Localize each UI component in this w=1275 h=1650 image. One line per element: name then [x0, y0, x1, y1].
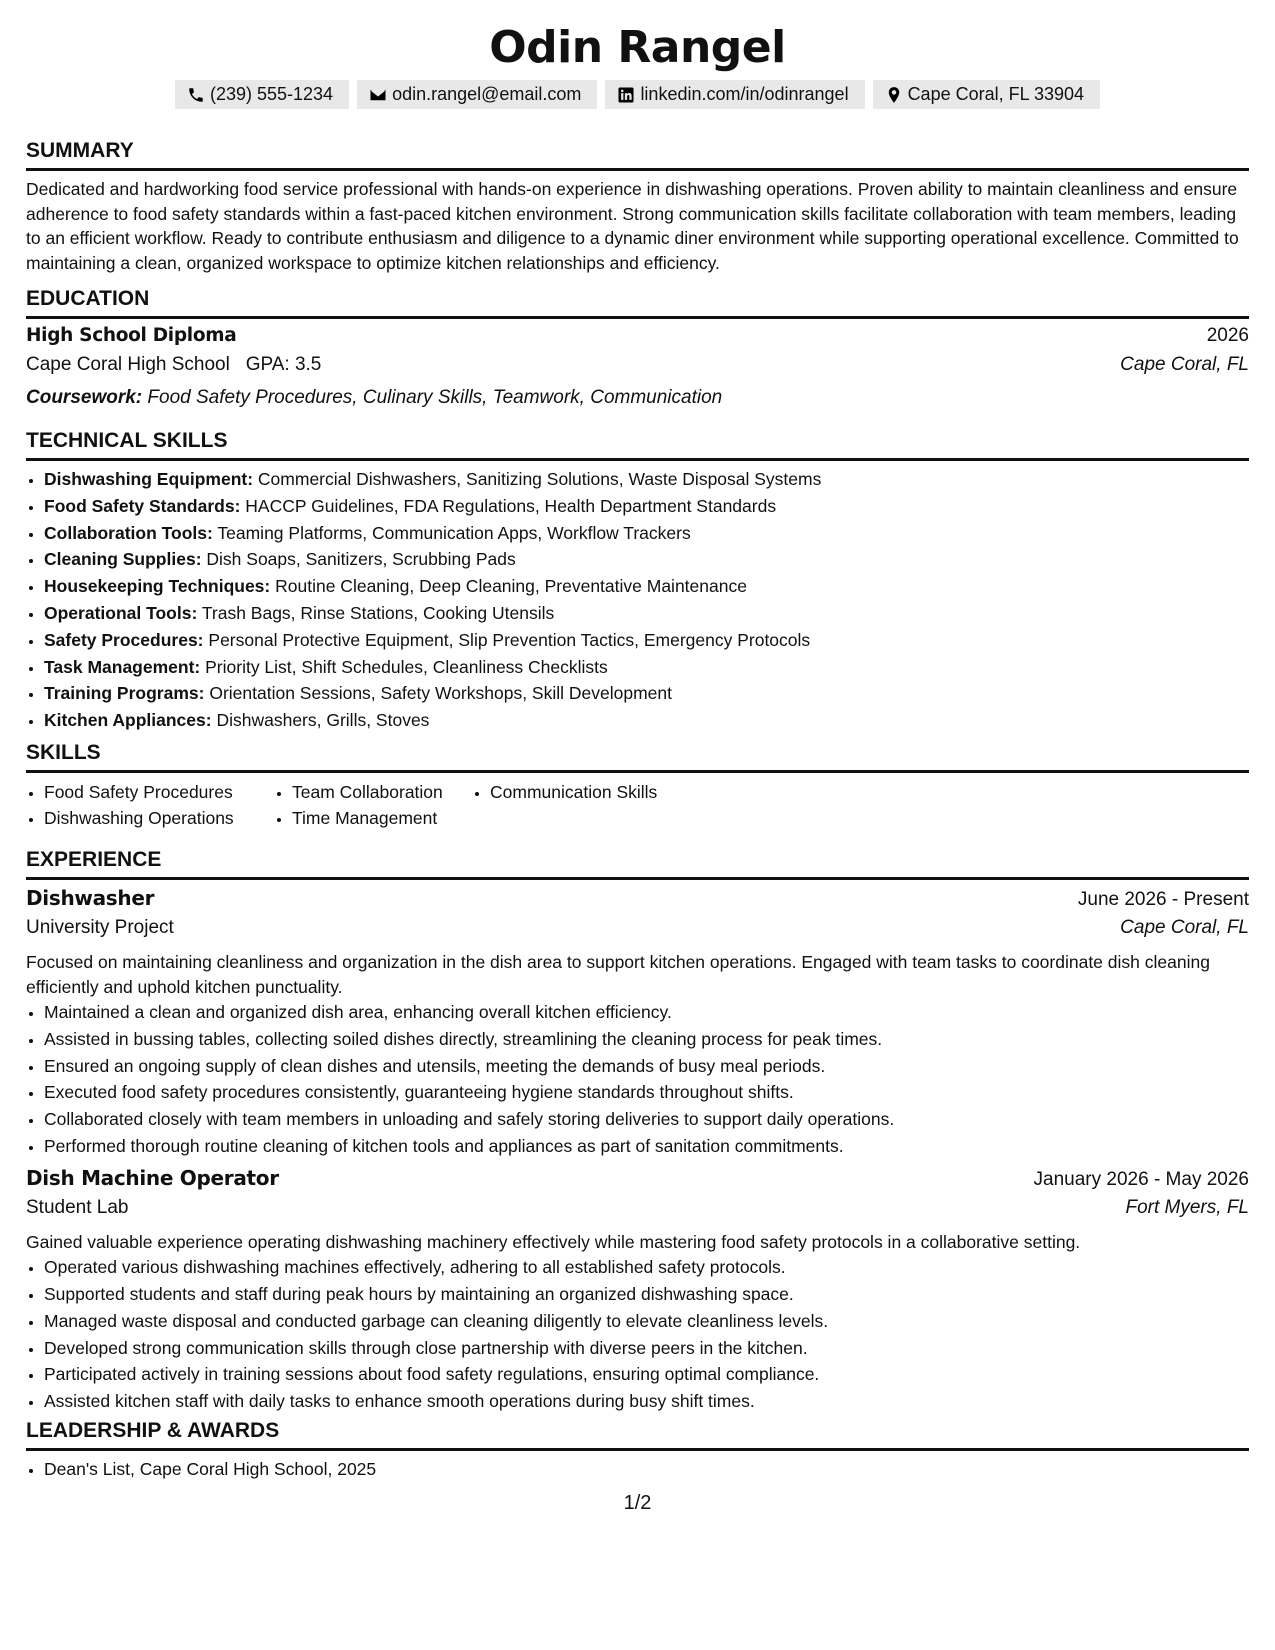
phone-icon — [187, 86, 205, 104]
skill-value: Priority List, Shift Schedules, Cleanliness Checklists — [205, 656, 608, 677]
summary-text: Dedicated and hardworking food service professional with hands-on experience in dishwashing operations. Proven ability to maintain cleanliness and ensure adherence to food safety standards within a fast-paced kitchen environment. Strong communication skills facilitate collaboration with team members, leading to an efficient workflow. Ready to contribute enthusiasm and diligence to a dynamic diner environment while supporting operational excellence. Committed to maintaining a clean, organized workspace to optimize kitchen relationships and efficiency. — [26, 179, 1239, 273]
job-org-row — [26, 917, 1249, 948]
job-summary: Focused on maintaining cleanliness and organization in the dish area to support kitchen operations. Engaged with team tasks to coordinate dish cleaning efficiently and uphold kitchen punctuality. — [26, 952, 1210, 997]
technical-skills-section — [26, 428, 1249, 734]
job-title: Dishwasher — [26, 886, 155, 910]
list-item — [44, 520, 1249, 547]
skill-value: Orientation Sessions, Safety Workshops, Skill Development — [209, 683, 672, 704]
technical-skills-list — [26, 466, 1249, 734]
list-item — [44, 573, 1249, 600]
job-header — [26, 1166, 1249, 1197]
gpa: GPA: 3.5 — [245, 354, 322, 375]
email-text: odin.rangel@email.com — [392, 84, 582, 104]
job-title: Dish Machine Operator — [26, 1165, 279, 1190]
skill-label: Operational Tools: — [44, 602, 198, 623]
list-item: • Food Safety Procedures — [44, 779, 274, 805]
skill-value: Commercial Dishwashers, Sanitizing Solutions, Waste Disposal Systems — [257, 469, 822, 489]
skill-label: Kitchen Appliances: — [44, 710, 212, 731]
skill-value: Routine Cleaning, Deep Cleaning, Preventative Maintenance — [275, 576, 747, 597]
list-item: • Maintained a clean and organized dish area, enhancing overall kitchen efficiency. — [44, 999, 1249, 1026]
contact-bar — [26, 80, 1249, 109]
school-name: Cape Coral High School — [26, 354, 230, 375]
experience-section — [26, 847, 1249, 1415]
skill-value: Trash Bags, Rinse Stations, Cooking Utensils — [201, 602, 555, 623]
job-location: Fort Myers, FL — [1125, 1196, 1249, 1218]
list-item: • Communication Skills — [490, 779, 750, 805]
awards-heading: LEADERSHIP & AWARDS — [26, 1419, 280, 1442]
degree-title: High School Diploma — [26, 325, 237, 346]
coursework-line — [26, 383, 1249, 412]
map-pin-icon — [885, 86, 903, 104]
job-summary: Gained valuable experience operating dishwashing machinery effectively while mastering food safety protocols in a collaborative setting. — [26, 1231, 1081, 1252]
skills-grid — [26, 779, 1249, 831]
list-item — [44, 466, 1249, 493]
job-entry — [26, 1166, 1249, 1415]
list-item: • Team Collaboration — [292, 779, 472, 805]
skill-label: Food Safety Standards: — [44, 495, 241, 516]
job-header — [26, 886, 1249, 917]
summary-section — [26, 138, 1249, 275]
job-dates: January 2026 - May 2026 — [1033, 1168, 1249, 1190]
list-item — [44, 493, 1249, 520]
awards-section — [26, 1418, 1249, 1483]
skill-label: Training Programs: — [44, 683, 205, 704]
education-heading: EDUCATION — [26, 287, 150, 310]
contact-location — [873, 80, 1100, 109]
school-row — [26, 354, 1249, 383]
list-item: • Operated various dishwashing machines effectively, adhering to all established safety protocols. — [44, 1254, 1249, 1281]
job-location: Cape Coral, FL — [1120, 917, 1249, 938]
skill-value: HACCP Guidelines, FDA Regulations, Health Department Standards — [245, 495, 777, 516]
skill-value: Personal Protective Equipment, Slip Prevention Tactics, Emergency Protocols — [208, 629, 811, 650]
contact-email[interactable] — [357, 80, 597, 109]
linkedin-text: linkedin.com/in/odinrangel — [640, 84, 849, 104]
graduation-year: 2026 — [1206, 325, 1249, 346]
list-item — [44, 600, 1249, 627]
section-divider — [26, 770, 1249, 773]
section-divider — [26, 316, 1249, 319]
skill-value: Dishwashers, Grills, Stoves — [216, 710, 430, 731]
list-item: • Dishwashing Operations — [44, 805, 274, 831]
school-info — [26, 354, 321, 376]
section-divider — [26, 1448, 1249, 1451]
section-divider — [26, 458, 1249, 461]
list-item: • Performed thorough routine cleaning of kitchen tools and appliances as part of sanitation commitments. — [44, 1133, 1249, 1160]
phone-text: (239) 555-1234 — [209, 84, 334, 104]
awards-list — [26, 1456, 1249, 1483]
summary-heading: SUMMARY — [26, 139, 134, 162]
list-item: • Assisted in bussing tables, collecting soiled dishes directly, streamlining the cleaning process for peak times. — [44, 1026, 1249, 1053]
section-divider — [26, 168, 1249, 171]
list-item: • Collaborated closely with team members in unloading and safely storing deliveries to support daily operations. — [44, 1106, 1249, 1133]
list-item: • Managed waste disposal and conducted garbage can cleaning diligently to elevate cleanliness levels. — [44, 1308, 1249, 1335]
skill-label: Dishwashing Equipment: — [44, 469, 254, 489]
list-item: • Supported students and staff during peak hours by maintaining an organized dishwashing space. — [44, 1281, 1249, 1308]
page-number: 1/2 — [623, 1492, 652, 1514]
coursework-text: Food Safety Procedures, Culinary Skills, Teamwork, Communication — [147, 387, 723, 408]
education-section — [26, 286, 1249, 412]
list-item: • Dean's List, Cape Coral High School, 2025 — [44, 1456, 1249, 1483]
list-item: • Ensured an ongoing supply of clean dishes and utensils, meeting the demands of busy meal periods. — [44, 1053, 1249, 1080]
envelope-icon — [369, 86, 387, 104]
experience-heading: EXPERIENCE — [26, 848, 162, 871]
list-item — [44, 654, 1249, 681]
job-bullets — [26, 1254, 1249, 1415]
contact-linkedin[interactable] — [605, 80, 864, 109]
list-item: • Assisted kitchen staff with daily tasks to enhance smooth operations during busy shift times. — [44, 1388, 1249, 1415]
skill-value: Dish Soaps, Sanitizers, Scrubbing Pads — [206, 549, 516, 570]
job-org: Student Lab — [26, 1196, 129, 1218]
job-org: University Project — [26, 917, 174, 938]
skill-label: Collaboration Tools: — [44, 522, 213, 543]
skill-label: Safety Procedures: — [44, 629, 204, 650]
section-divider — [26, 877, 1249, 880]
coursework-label: Coursework: — [26, 387, 143, 408]
resume-page — [26, 0, 1249, 1479]
skill-label: Housekeeping Techniques: — [44, 576, 271, 597]
list-item: • Time Management — [292, 805, 472, 831]
candidate-name: Odin Rangel — [489, 22, 786, 73]
job-bullets — [26, 999, 1249, 1160]
skills-section — [26, 740, 1249, 831]
skills-heading: SKILLS — [26, 741, 101, 764]
linkedin-icon — [617, 86, 635, 104]
list-item: • Developed strong communication skills through close partnership with diverse peers in the kitchen. — [44, 1335, 1249, 1362]
location-text: Cape Coral, FL 33904 — [907, 84, 1085, 104]
list-item — [44, 680, 1249, 707]
list-item — [44, 707, 1249, 734]
skill-value: Teaming Platforms, Communication Apps, Workflow Trackers — [217, 522, 691, 543]
contact-phone — [175, 80, 349, 109]
list-item — [44, 627, 1249, 654]
school-location: Cape Coral, FL — [1120, 354, 1249, 375]
skill-label: Cleaning Supplies: — [44, 549, 202, 570]
job-org-row — [26, 1197, 1249, 1228]
skill-label: Task Management: — [44, 656, 201, 677]
skills-column — [274, 779, 472, 831]
job-entry — [26, 886, 1249, 1160]
technical-skills-heading: TECHNICAL SKILLS — [26, 429, 228, 452]
list-item — [44, 546, 1249, 573]
job-dates: June 2026 - Present — [1077, 889, 1249, 910]
list-item: • Executed food safety procedures consistently, guaranteeing hygiene standards throughout shifts. — [44, 1079, 1249, 1106]
skills-column — [26, 779, 274, 831]
education-row — [26, 325, 1249, 354]
list-item: • Participated actively in training sessions about food safety regulations, ensuring optimal compliance. — [44, 1361, 1249, 1388]
skills-column — [472, 779, 750, 831]
